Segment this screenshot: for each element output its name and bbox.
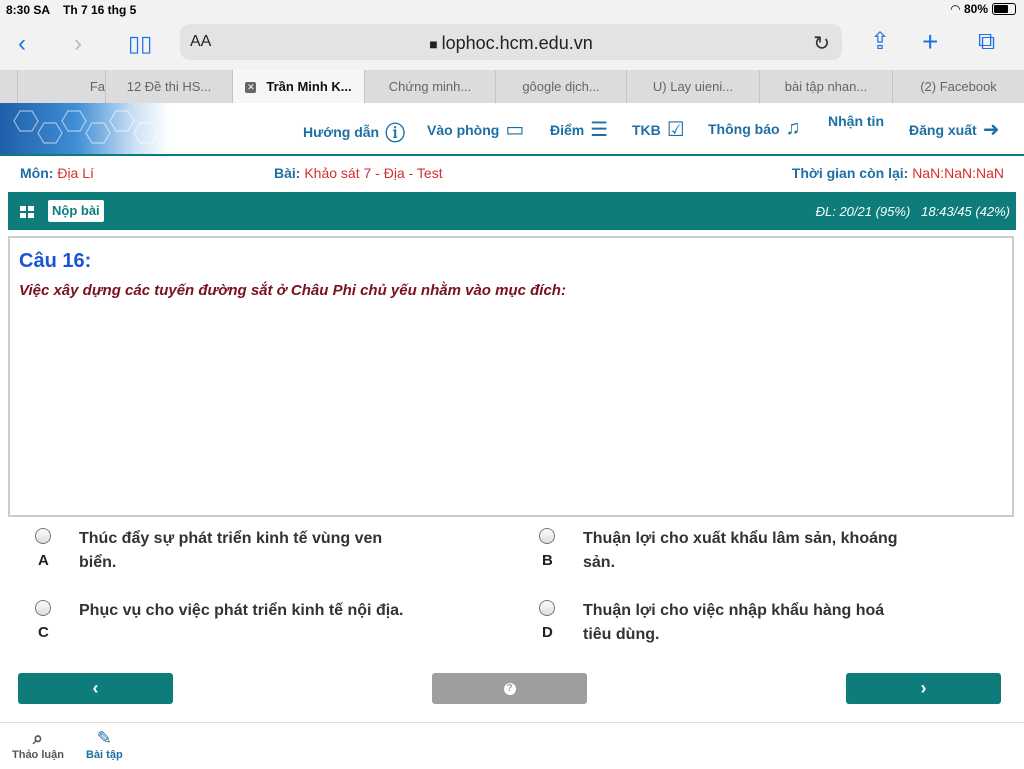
lock-icon: ■: [429, 36, 442, 52]
option-text: Thúc đẩy sự phát triển kinh tế vùng ven biển.: [79, 530, 383, 571]
tab-label: gôogle dịch...: [522, 79, 600, 94]
status-right: [951, 2, 1016, 16]
nav-score-label: Điểm: [550, 121, 585, 138]
tab-3[interactable]: [365, 70, 496, 103]
nav-room-label: Vào phòng: [427, 121, 500, 138]
chevron-left-icon: ‹: [92, 678, 99, 698]
bottom-tab-bar: [0, 722, 1024, 769]
forward-icon[interactable]: ›: [74, 30, 82, 57]
option-letter: C: [38, 624, 49, 641]
site-header: [0, 103, 1024, 156]
nav-score[interactable]: [550, 117, 608, 142]
nav-messages-label: Nhận tin: [828, 113, 884, 129]
time-remaining-info: [792, 165, 1004, 181]
tab-1[interactable]: [106, 70, 233, 103]
tab-4[interactable]: [496, 70, 627, 103]
tab-7[interactable]: [893, 70, 1024, 103]
battery-icon: [992, 3, 1016, 15]
url-value: lophoc.hcm.edu.vn: [441, 33, 593, 53]
wifi-icon: ◠: [950, 2, 960, 16]
nav-schedule[interactable]: [632, 117, 685, 142]
nav-messages[interactable]: [828, 113, 884, 129]
tab-label: Chứng minh...: [388, 79, 472, 94]
help-button[interactable]: [432, 673, 587, 704]
action-bar: [8, 192, 1016, 230]
site-logo: [0, 103, 170, 154]
lesson-value: Khảo sát 7 - Địa - Test: [304, 165, 443, 181]
address-bar[interactable]: [180, 24, 842, 60]
question-number: Câu 16:: [19, 250, 92, 272]
edit-icon: ✎: [96, 728, 112, 748]
time-value: NaN:NaN:NaN: [912, 165, 1004, 181]
radio-button[interactable]: [539, 600, 555, 616]
tab-discussion[interactable]: [12, 727, 64, 761]
nav-notifications[interactable]: [708, 117, 801, 140]
bell-icon: ♫: [785, 117, 801, 139]
browser-toolbar: [0, 20, 1024, 70]
tab-label: Trần Minh K...: [266, 79, 352, 94]
radio-button[interactable]: [35, 600, 51, 616]
lesson-label: Bài:: [274, 165, 301, 181]
previous-button[interactable]: [18, 673, 173, 704]
time-label: Thời gian còn lại:: [791, 165, 909, 181]
numbered-list-icon: ☰: [590, 119, 609, 141]
nav-logout[interactable]: [909, 117, 999, 142]
tab-exercises[interactable]: [86, 727, 123, 761]
option-letter: B: [542, 552, 553, 569]
tabs-overview-icon[interactable]: ⧉: [978, 28, 996, 55]
radio-button[interactable]: [35, 528, 51, 544]
tab-label: Fa: [89, 79, 105, 94]
question-circle-icon: ⓘ: [385, 123, 406, 145]
hexagon-logo-graphic: [0, 103, 170, 154]
tab-label: (2) Facebook: [920, 79, 997, 94]
back-icon[interactable]: ‹: [18, 30, 26, 57]
question-text: Việc xây dựng các tuyến đường sắt ở Châu Phi chủ yếu nhằm vào mục đích:: [19, 282, 566, 299]
sign-out-icon: ➜: [982, 119, 1000, 141]
question-circle-icon: ?: [504, 683, 516, 695]
progress-stats: ĐL: 20/21 (95%) 18:43/45 (42%): [815, 204, 1010, 219]
next-button[interactable]: [846, 673, 1001, 704]
grid-icon[interactable]: [20, 206, 34, 218]
lesson-info: [274, 165, 443, 181]
tab-discussion-label: Thảo luận: [12, 749, 64, 761]
tab-0[interactable]: [18, 70, 106, 103]
share-icon[interactable]: ⇪: [870, 28, 891, 55]
tab-5[interactable]: [627, 70, 760, 103]
tab-label: U) Lay uieni...: [652, 79, 734, 94]
reader-aa-button[interactable]: AA: [190, 33, 212, 50]
reload-icon[interactable]: ↻: [813, 33, 830, 55]
tab-label: bài tập nhan...: [784, 79, 868, 94]
nav-notifications-label: Thông báo: [708, 120, 780, 137]
status-bar: [0, 0, 1024, 20]
tab-blank[interactable]: [0, 70, 18, 103]
nav-guide[interactable]: [303, 117, 405, 146]
nav-schedule-label: TKB: [632, 121, 661, 138]
battery-percent: 80%: [963, 2, 988, 16]
calendar-check-icon: ☑: [666, 119, 685, 141]
tab-2-active[interactable]: [233, 70, 365, 103]
nav-room[interactable]: [427, 117, 524, 142]
submit-button[interactable]: Nộp bài: [48, 200, 104, 222]
bookmarks-icon[interactable]: ▯▯: [128, 31, 153, 56]
subject-value: Địa Lí: [57, 165, 94, 181]
tab-6[interactable]: [760, 70, 893, 103]
option-text: Thuận lợi cho việc nhập khẩu hàng hoá tiêu dùng.: [583, 602, 885, 643]
new-tab-icon[interactable]: +: [922, 26, 939, 57]
close-tab-icon[interactable]: ✕: [247, 82, 255, 93]
question-box: [8, 236, 1014, 517]
url-text: [180, 33, 842, 54]
tab-label: 12 Đề thi HS...: [126, 79, 212, 94]
nav-logout-label: Đăng xuất: [909, 121, 977, 138]
subject-info: [20, 165, 94, 181]
tab-exercises-label: Bài tập: [86, 749, 123, 761]
exam-info-row: [8, 160, 1016, 186]
option-letter: A: [38, 552, 49, 569]
option-text: Thuận lợi cho xuất khẩu lâm sản, khoáng sản.: [583, 530, 898, 571]
option-letter: D: [542, 624, 553, 641]
status-time: 8:30 SA: [6, 3, 51, 17]
chat-bubbles-icon: ⌕: [32, 728, 44, 748]
subject-label: Môn:: [20, 165, 54, 181]
option-text: Phục vụ cho việc phát triển kinh tế nội địa.: [79, 602, 404, 619]
status-date: Th 7 16 thg 5: [63, 3, 137, 17]
tab-strip: [0, 70, 1024, 104]
nav-guide-label: Hướng dẫn: [303, 123, 380, 140]
book-icon: ▭: [505, 119, 525, 141]
chevron-right-icon: ›: [920, 678, 927, 698]
radio-button[interactable]: [539, 528, 555, 544]
